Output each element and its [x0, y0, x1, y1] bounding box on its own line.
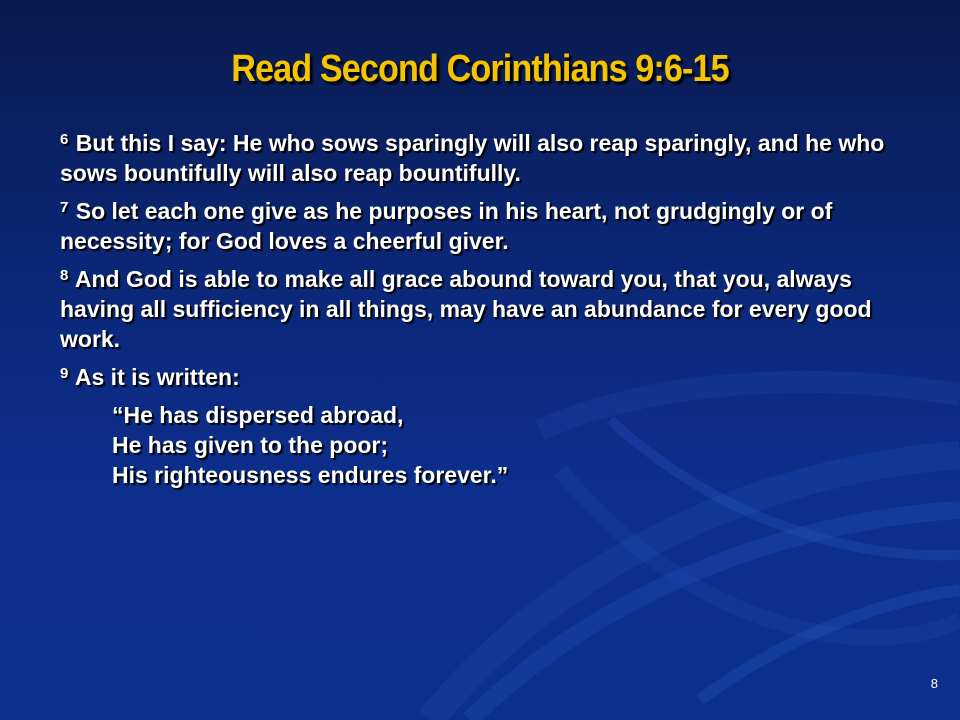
verse-number: 9 — [60, 365, 69, 382]
verse-text: But this I say: He who sows sparingly will also reap sparingly, and he who sows bountifully will also reap bountifully. — [60, 130, 885, 186]
verse-8 — [60, 264, 910, 354]
verse-number: 6 — [60, 131, 69, 148]
quote-line: His righteousness endures forever.” — [112, 462, 509, 488]
verse-number: 7 — [60, 199, 69, 216]
verse-7 — [60, 196, 910, 256]
quoted-psalm — [112, 400, 910, 490]
slide-title: Read Second Corinthians 9:6-15 — [231, 48, 729, 90]
verse-number: 8 — [60, 267, 69, 284]
page-number: 8 — [930, 676, 938, 691]
verse-6 — [60, 128, 910, 188]
verse-text: As it is written: — [74, 364, 240, 390]
scripture-passage — [60, 128, 910, 490]
verse-text: So let each one give as he purposes in his heart, not grudgingly or of necessity; for God loves a cheerful giver. — [60, 198, 833, 254]
verse-text: And God is able to make all grace abound toward you, that you, always having all sufficiency in all things, may have an abundance for every good work. — [60, 266, 872, 352]
verse-9 — [60, 362, 910, 392]
quote-line: “He has dispersed abroad, — [112, 402, 404, 428]
quote-line: He has given to the poor; — [112, 432, 389, 458]
